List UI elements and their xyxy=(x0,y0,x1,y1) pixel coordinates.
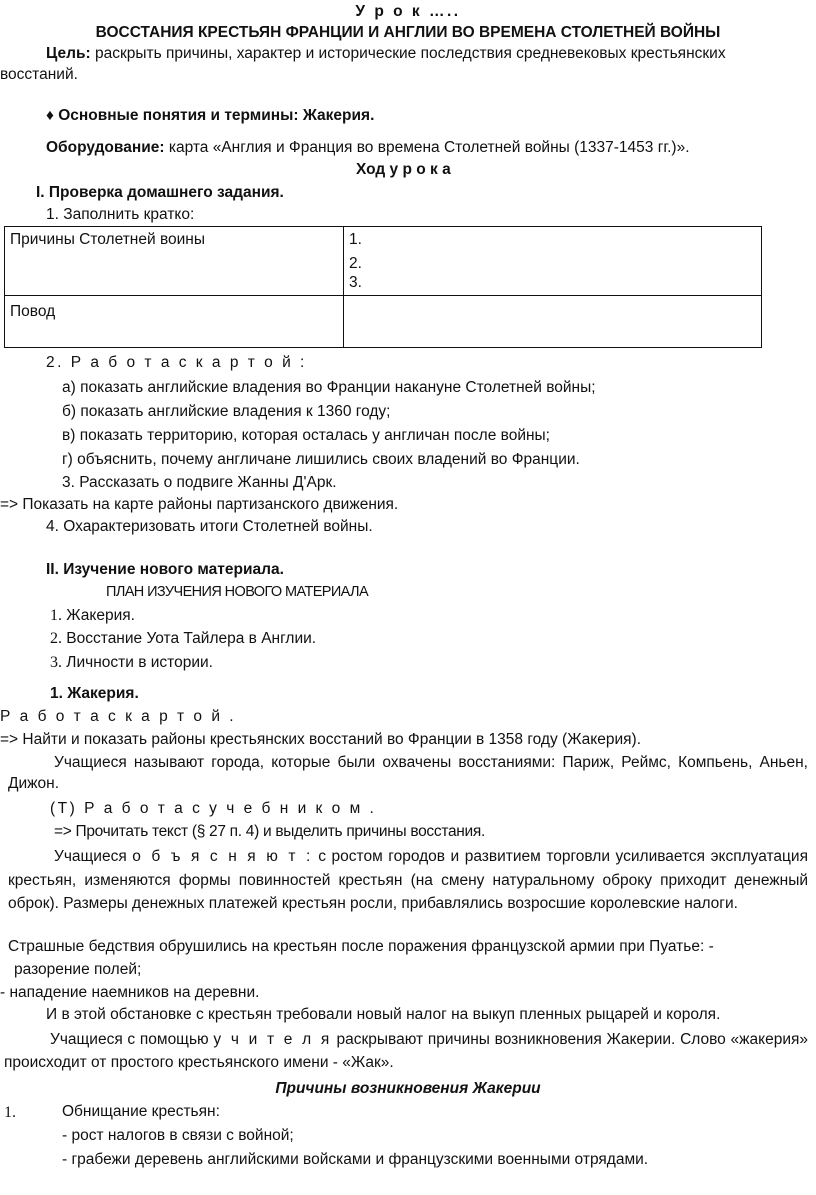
plan-item-number: 1. xyxy=(50,607,62,624)
equipment-line xyxy=(46,138,690,159)
new-tax-line: И в этой обстановке с крестьян требовали новый налог на выкуп пленных рыцарей и короля. xyxy=(46,1006,721,1023)
teacher-paragraph xyxy=(4,1028,808,1074)
list-item: 1. xyxy=(349,231,362,248)
cause1-number: 1. xyxy=(4,1104,16,1121)
table-cell-causes-label: Причины Столетней воины xyxy=(5,227,344,296)
plan-item-1 xyxy=(50,605,135,627)
task2-item-d: г) объяснить, почему англичане лишились своих владений во Франции. xyxy=(62,451,580,468)
list-item: 3. xyxy=(349,274,362,291)
teacher-text: раскрывают причины возникновения Жакерии. Слово «жакерия» происходит от простого крестьянского имени - «Жак». xyxy=(4,1031,808,1071)
plan-item-3 xyxy=(50,652,213,674)
cause1-item-2: - грабежи деревень английскими войсками и французскими военными отрядами. xyxy=(62,1151,649,1168)
section1-title: I. Проверка домашнего задания. xyxy=(36,184,284,201)
equipment-label: Оборудование: xyxy=(46,139,165,156)
plan-item-number: 3. xyxy=(50,654,62,671)
table-cell-causes-items xyxy=(344,227,762,296)
explain-paragraph xyxy=(8,845,808,916)
lesson-heading: У р о к ….. xyxy=(355,3,461,20)
lesson-title: ВОССТАНИЯ КРЕСТЬЯН ФРАНЦИИ И АНГЛИИ ВО ВРЕМЕНА СТОЛЕТНЕЙ ВОЙНЫ xyxy=(95,24,721,41)
task2: 2. Р а б о т а с к а р т о й : xyxy=(46,354,307,371)
list-item: 2. xyxy=(349,255,362,272)
map-work-label: Р а б о т а с к а р т о й . xyxy=(0,708,237,725)
plan-title: ПЛАН ИЗУЧЕНИЯ НОВОГО МАТЕРИАЛА xyxy=(106,584,369,600)
table-row xyxy=(5,296,762,348)
table-row xyxy=(5,227,762,296)
teacher-prefix: Учащиеся с помощью xyxy=(50,1031,214,1048)
teacher-spaced: у ч и т е л я xyxy=(213,1031,332,1048)
task2-item-c: в) показать территорию, которая осталась у англичан после войны; xyxy=(62,427,550,444)
section2-title: II. Изучение нового материала. xyxy=(46,561,284,578)
plan-item-2 xyxy=(50,628,316,650)
plan-item-text: Восстание Уота Тайлера в Англии. xyxy=(62,630,317,647)
subsection-title: 1. Жакерия. xyxy=(50,685,139,702)
plan-item-number: 2. xyxy=(50,630,62,647)
task4: 4. Охарактеризовать итоги Столетней войны. xyxy=(46,518,373,535)
equipment-text: карта «Англия и Франция во времена Столетней войны (1337-1453 гг.)». xyxy=(168,139,690,156)
task1: 1. Заполнить кратко: xyxy=(46,206,195,223)
table-cell-pretext-value xyxy=(344,296,762,348)
disasters-item-1: разорение полей; xyxy=(14,961,142,978)
explain-text: с ростом городов и развитием торговли усиливается эксплуатация крестьян, изменяются формы повинностей крестьян (на смену натуральному оброку приходит денежный оброк). Размеры денежных платежей крестьян росли, прибавлялись возросшие королевские налоги. xyxy=(8,848,808,912)
key-terms: ♦ Основные понятия и термины: Жакерия. xyxy=(46,107,375,124)
goal-paragraph xyxy=(0,44,806,86)
students-cities-paragraph: Учащиеся называют города, которые были охвачены восстаниями: Париж, Реймс, Компьень, Аньен, Дижон. xyxy=(8,754,808,792)
map-task: => Найти и показать районы крестьянских восстаний во Франции в 1358 году (Жакерия). xyxy=(0,731,642,748)
causes-title: Причины возникновения Жакерии xyxy=(275,1080,541,1097)
explain-spaced: о б ъ я с н я ю т : xyxy=(132,848,313,865)
explain-prefix: Учащиеся xyxy=(54,848,133,865)
goal-label: Цель: xyxy=(46,45,91,62)
task3-sub: => Показать на карте районы партизанского движения. xyxy=(0,496,399,513)
task2-item-a: а) показать английские владения во Франции накануне Столетней войны; xyxy=(62,379,596,396)
textbook-work-label: (Т) Р а б о т а с у ч е б н и к о м . xyxy=(50,800,377,817)
textbook-task: => Прочитать текст (§ 27 п. 4) и выделить причины восстания. xyxy=(54,823,485,840)
plan-item-text: Жакерия. xyxy=(62,607,135,624)
disasters-item-2: - нападение наемников на деревни. xyxy=(0,984,260,1001)
task2-item-b: б) показать английские владения к 1360 году; xyxy=(62,403,391,420)
homework-table xyxy=(4,226,762,348)
cause1-text: Обнищание крестьян: xyxy=(62,1103,220,1120)
task3: 3. Рассказать о подвиге Жанны Д'Арк. xyxy=(62,474,337,491)
plan-item-text: Личности в истории. xyxy=(62,654,213,671)
cause1-item-1: - рост налогов в связи с войной; xyxy=(62,1127,294,1144)
disasters-line: Страшные бедствия обрушились на крестьян после поражения французской армии при Пуатье: - xyxy=(8,938,714,955)
table-cell-pretext-label: Повод xyxy=(5,296,344,348)
goal-text: раскрыть причины, характер и исторические последствия средневековых крестьянских восстаний. xyxy=(0,45,726,83)
lesson-course-heading: Ход у р о к а xyxy=(356,161,451,178)
